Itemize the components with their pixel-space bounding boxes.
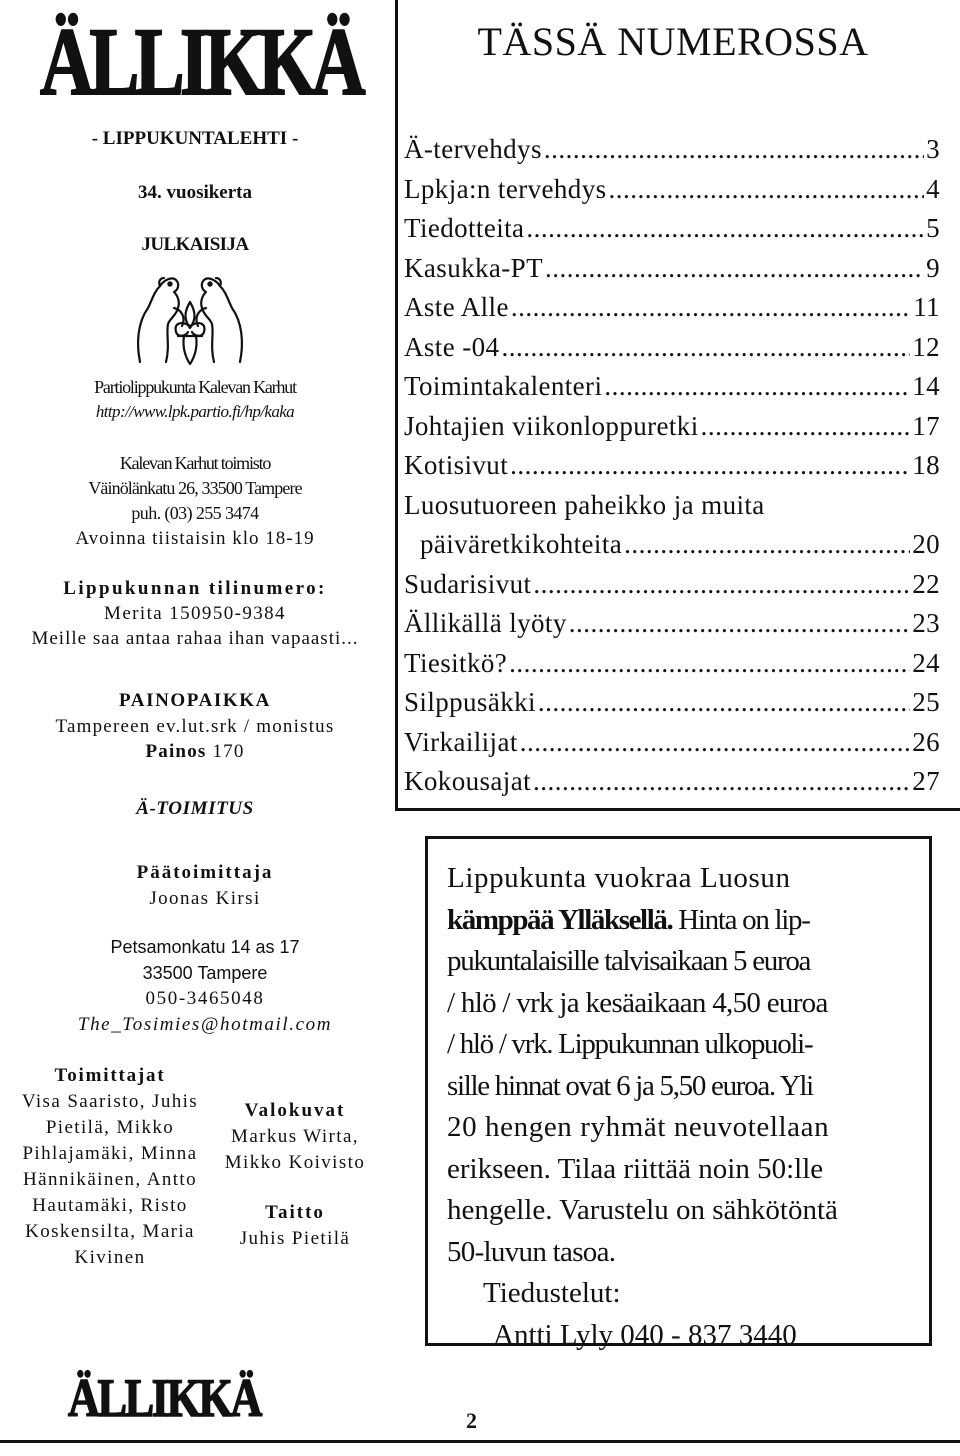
editorial-heading-text: Ä-TOIMITUS — [136, 798, 254, 819]
editors-line: Pietilä, Mikko — [45, 1117, 175, 1138]
contents-item-page: 11 — [913, 292, 940, 322]
contents-item-page: 17 — [912, 410, 940, 441]
editorial-heading — [20, 798, 370, 820]
leader-dots — [510, 446, 910, 486]
editors-line: Pihlajamäki, Minna — [22, 1143, 198, 1164]
leader-dots — [544, 130, 924, 170]
photos-heading: Valokuvat — [244, 1100, 346, 1121]
contents-item-title: Tiedotteita — [404, 213, 525, 243]
contents-item[interactable] — [404, 446, 940, 486]
contents-item-title: Kasukka-PT — [404, 252, 543, 283]
contents-item-title: Kotisivut — [404, 450, 509, 480]
contents-list — [404, 130, 940, 802]
layout-heading: Taitto — [265, 1202, 325, 1223]
contents-item-title: Aste -04 — [404, 331, 500, 362]
contents-item-page: 25 — [912, 687, 940, 717]
contents-item[interactable] — [404, 723, 940, 763]
contents-item-title: Silppusäkki — [404, 687, 536, 717]
office-address: Väinölänkatu 26, 33500 Tampere — [88, 478, 302, 498]
ad-line: hengelle. Varustelu on sähkötöntä — [447, 1194, 838, 1226]
volume-label: 34. vuosikerta — [138, 182, 252, 203]
contents-item-title: Luosutuoreen paheikko ja muita — [404, 489, 765, 520]
chief-editor-address-2: 33500 Tampere — [142, 963, 268, 983]
chief-editor-heading: Päätoimittaja — [136, 862, 274, 883]
contents-item-page: 18 — [912, 450, 940, 480]
editors-line: Hautamäki, Risto — [32, 1195, 188, 1216]
magazine-subtitle: - LIPPUKUNTALEHTI - — [91, 128, 299, 149]
leader-dots — [511, 288, 911, 328]
ad-contact-heading: Tiedustelut: — [483, 1277, 621, 1309]
allikka-logo: ÄLLIKKÄ — [40, 8, 361, 115]
contents-item-title: Tiesitkö? — [404, 647, 508, 678]
contents-item[interactable] — [404, 644, 940, 684]
ad-line: pukuntalaisille talvisaikaan 5 euroa — [447, 945, 811, 977]
contents-item-title: Virkailijat — [404, 726, 518, 757]
allikka-footer-logo: ÄLLIKKÄ — [68, 1368, 260, 1428]
contents-item-page: 26 — [912, 726, 940, 757]
contents-item-page: 14 — [912, 371, 940, 401]
photos-line: Mikko Koivisto — [224, 1152, 366, 1173]
editors-list — [10, 1089, 210, 1271]
org-name: Partiolippukunta Kalevan Karhut — [94, 377, 296, 397]
office-phone: puh. (03) 255 3474 — [131, 503, 259, 523]
contents-item-page: 9 — [926, 252, 940, 283]
ad-line: / hlö / vrk ja kesäaikaan 4,50 euroa — [447, 986, 828, 1019]
leader-dots — [533, 762, 910, 802]
footer-rule — [0, 1440, 960, 1443]
ad-line-bold: kämppää Ylläksellä. — [447, 903, 673, 936]
contents-item-page: 12 — [912, 331, 940, 362]
contents-item-title: Aste Alle — [404, 292, 509, 322]
contents-item-page: 20 — [912, 529, 940, 559]
contents-item[interactable] — [404, 565, 940, 605]
contents-item-title: Lpkja:n tervehdys — [404, 173, 607, 204]
contents-item-page: 23 — [912, 608, 940, 638]
ad-line: erikseen. Tilaa riittää noin 50:lle — [447, 1152, 824, 1185]
cabin-ad-text — [447, 858, 907, 1356]
ad-line: 50-luvun tasoa. — [447, 1235, 616, 1268]
contents-item-page: 4 — [926, 173, 940, 204]
photos-line: Markus Wirta, — [231, 1126, 359, 1147]
leader-dots — [545, 249, 924, 289]
contents-item[interactable] — [404, 486, 940, 526]
chief-editor-address-1: Petsamonkatu 14 as 17 — [110, 937, 300, 957]
contents-heading: TÄSSÄ NUMEROSSA — [477, 19, 869, 64]
contents-item[interactable] — [404, 407, 940, 447]
editors-line: Kivinen — [74, 1247, 146, 1268]
leader-dots — [509, 644, 910, 684]
ad-contact: Antti Lyly 040 - 837 3440 — [493, 1318, 797, 1351]
contents-item-title: Kokousajat — [404, 766, 531, 796]
contents-item[interactable] — [404, 130, 940, 170]
leader-dots — [538, 683, 910, 723]
contents-item[interactable] — [404, 288, 940, 328]
ad-line-rest: Hinta on lip- — [672, 903, 810, 936]
contents-item-title: Johtajien viikonloppuretki — [404, 410, 699, 441]
contents-item[interactable] — [404, 209, 940, 249]
account-number: Merita 150950-9384 — [104, 603, 286, 624]
leader-dots — [569, 604, 910, 644]
contents-item-page: 5 — [926, 213, 940, 243]
contents-item[interactable] — [404, 683, 940, 723]
leader-dots — [533, 565, 910, 605]
editors-heading: Toimittajat — [54, 1065, 166, 1086]
contents-item[interactable] — [404, 328, 940, 368]
contents-item-title: Toimintakalenteri — [404, 371, 603, 401]
print-place: Tampereen ev.lut.srk / monistus — [55, 716, 335, 737]
editors-line: Visa Saaristo, Juhis — [21, 1091, 199, 1112]
ad-line: 20 hengen ryhmät neuvotellaan — [447, 1111, 830, 1143]
leader-dots — [604, 367, 910, 407]
layout-name: Juhis Pietilä — [239, 1228, 351, 1249]
bear-emblem-icon — [130, 262, 250, 370]
chief-editor-phone: 050-3465048 — [145, 988, 265, 1009]
contents-item[interactable] — [404, 604, 940, 644]
contents-item-title: Ä-tervehdys — [404, 134, 542, 164]
office-heading: Kalevan Karhut toimisto — [119, 453, 271, 473]
print-run-value: 170 — [212, 741, 245, 762]
account-note: Meille saa antaa rahaa ihan vapaasti... — [31, 628, 359, 649]
publisher-heading: JULKAISIJA — [141, 234, 249, 255]
contents-item-title: Ällikällä lyöty — [404, 608, 567, 638]
chief-editor-name: Joonas Kirsi — [149, 888, 261, 909]
ad-line — [447, 900, 907, 942]
ad-line: Lippukunta vuokraa Luosun — [447, 862, 791, 894]
leader-dots — [520, 723, 910, 763]
leader-dots — [609, 170, 925, 210]
editors-line: Hännikäinen, Antto — [22, 1169, 197, 1190]
leader-dots — [526, 209, 924, 249]
leader-dots — [501, 328, 910, 368]
org-url: http://www.lpk.partio.fi/hp/kaka — [95, 402, 295, 421]
contents-item-page: 27 — [912, 766, 940, 796]
editors-line: Koskensilta, Maria — [25, 1221, 195, 1242]
contents-item[interactable] — [404, 762, 940, 802]
ad-line: sille hinnat ovat 6 ja 5,50 euroa. Yli — [447, 1069, 813, 1102]
ad-line: / hlö / vrk. Lippukunnan ulkopuoli- — [447, 1028, 813, 1060]
contents-item-title: päiväretkikohteita — [420, 529, 623, 559]
contents-item-title: Sudarisivut — [404, 568, 532, 599]
contents-item[interactable] — [404, 249, 940, 289]
page-number: 2 — [466, 1408, 477, 1433]
contents-item[interactable] — [404, 170, 940, 210]
chief-editor-email[interactable]: The_Tosimies@hotmail.com — [77, 1014, 333, 1035]
print-run — [20, 741, 370, 763]
contents-item-page: 22 — [912, 568, 940, 599]
office-hours: Avoinna tiistaisin klo 18-19 — [75, 528, 315, 549]
leader-dots — [624, 525, 910, 565]
print-run-label: Painos — [145, 741, 207, 762]
print-heading: PAINOPAIKKA — [118, 690, 271, 711]
contents-item-page: 3 — [926, 134, 940, 164]
leader-dots — [701, 407, 911, 447]
contents-item[interactable] — [404, 367, 940, 407]
contents-item[interactable] — [404, 525, 940, 565]
account-heading: Lippukunnan tilinumero: — [63, 578, 327, 599]
contents-item-page: 24 — [912, 647, 940, 678]
